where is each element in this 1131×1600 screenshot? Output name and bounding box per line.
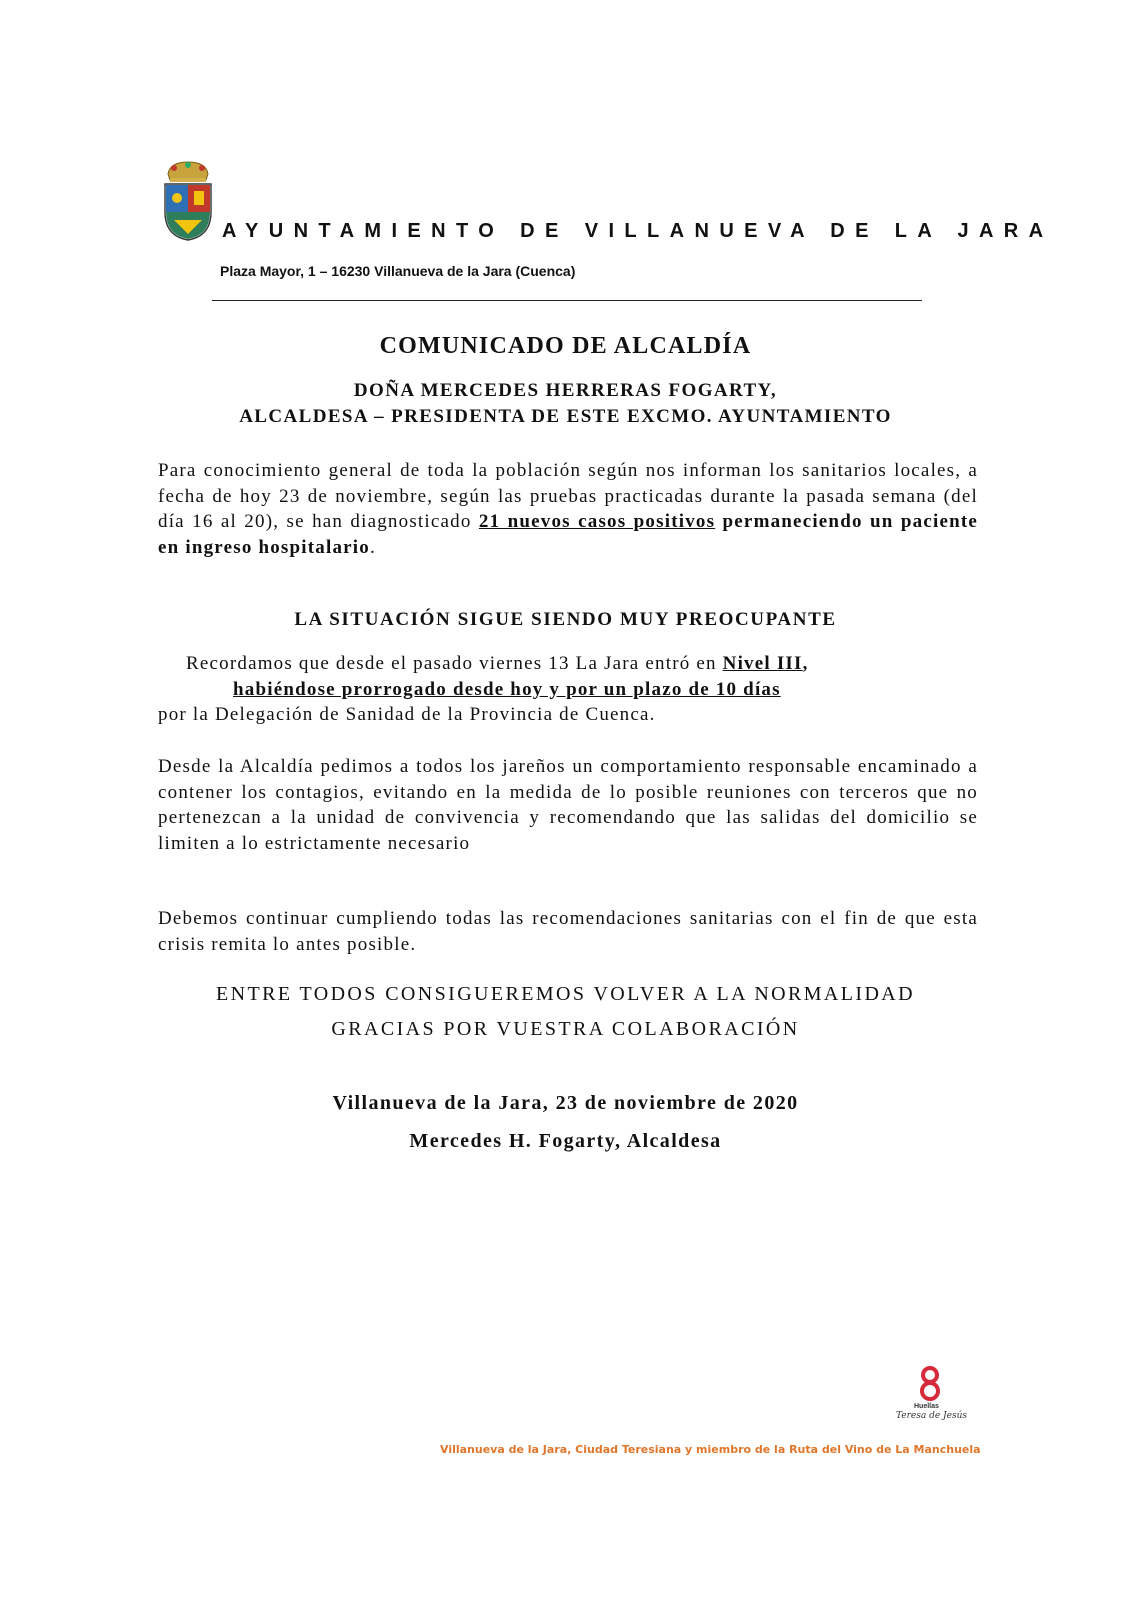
header-divider [212, 300, 922, 301]
organization-name: AYUNTAMIENTO DE VILLANUEVA DE LA JARA [222, 220, 1054, 242]
paragraph-cases-end: . [370, 536, 376, 558]
paragraph-level [158, 651, 978, 728]
paragraph-level-end: por la Delegación de Sanidad de la Provincia de Cuenca. [158, 704, 656, 725]
new-cases-highlight: 21 nuevos casos positivos [478, 511, 716, 532]
logo-label: Huellas [914, 1403, 939, 1410]
closing-line-2: GRACIAS POR VUESTRA COLABORACIÓN [331, 1018, 800, 1040]
paragraph-cases-text: Para conocimiento general de toda la población según nos informan los sanitarios locales, a fecha de hoy 23 de noviembre, según las pruebas practicadas durante la pasada semana (del día 16 al 20), se han diagnosticado [158, 460, 978, 532]
author-position: ALCALDESA – PRESIDENTA DE ESTE EXCMO. AYUNTAMIENTO [239, 406, 892, 427]
footer-note: Villanueva de la Jara, Ciudad Teresiana y miembro de la Ruta del Vino de La Manchuela [440, 1443, 981, 1456]
paragraph-cases [158, 458, 978, 560]
paragraph-level-text: Recordamos que desde el pasado viernes 13 La Jara entró en [186, 653, 723, 674]
date-line: Villanueva de la Jara, 23 de noviembre de 2020 [332, 1092, 799, 1114]
situation-heading: LA SITUACIÓN SIGUE SIENDO MUY PREOCUPANTE [294, 609, 837, 630]
document-title: COMUNICADO DE ALCALDÍA [379, 333, 752, 359]
closing-line-1: ENTRE TODOS CONSIGUEREMOS VOLVER A LA NORMALIDAD [216, 983, 915, 1005]
huellas-logo-icon [890, 1365, 976, 1435]
level-comma: , [802, 653, 809, 674]
logo-signature: Teresa de Jesús [896, 1411, 968, 1421]
extension-highlight: habiéndose prorrogado desde hoy y por un plazo de 10 días [233, 678, 781, 700]
level-highlight: Nivel III [722, 653, 803, 674]
coat-of-arms-icon [160, 160, 216, 242]
organization-address: Plaza Mayor, 1 – 16230 Villanueva de la Jara (Cuenca) [220, 263, 576, 279]
signature-line: Mercedes H. Fogarty, Alcaldesa [409, 1130, 722, 1152]
paragraph-recommendation: Desde la Alcaldía pedimos a todos los jareños un comportamiento responsable encaminado a contener los contagios, evitando en la medida de lo posible reuniones con terceros que no pertenezcan a la unidad de convivencia y recomendando que las salidas del domicilio se limiten a lo estrictamente necesario [158, 756, 978, 854]
author-name: DOÑA MERCEDES HERRERAS FOGARTY, [353, 380, 778, 401]
paragraph-continue: Debemos continuar cumpliendo todas las recomendaciones sanitarias con el fin de que esta crisis remita lo antes posible. [158, 908, 978, 955]
hospital-highlight: permaneciendo un paciente en ingreso hospitalario [158, 511, 978, 558]
